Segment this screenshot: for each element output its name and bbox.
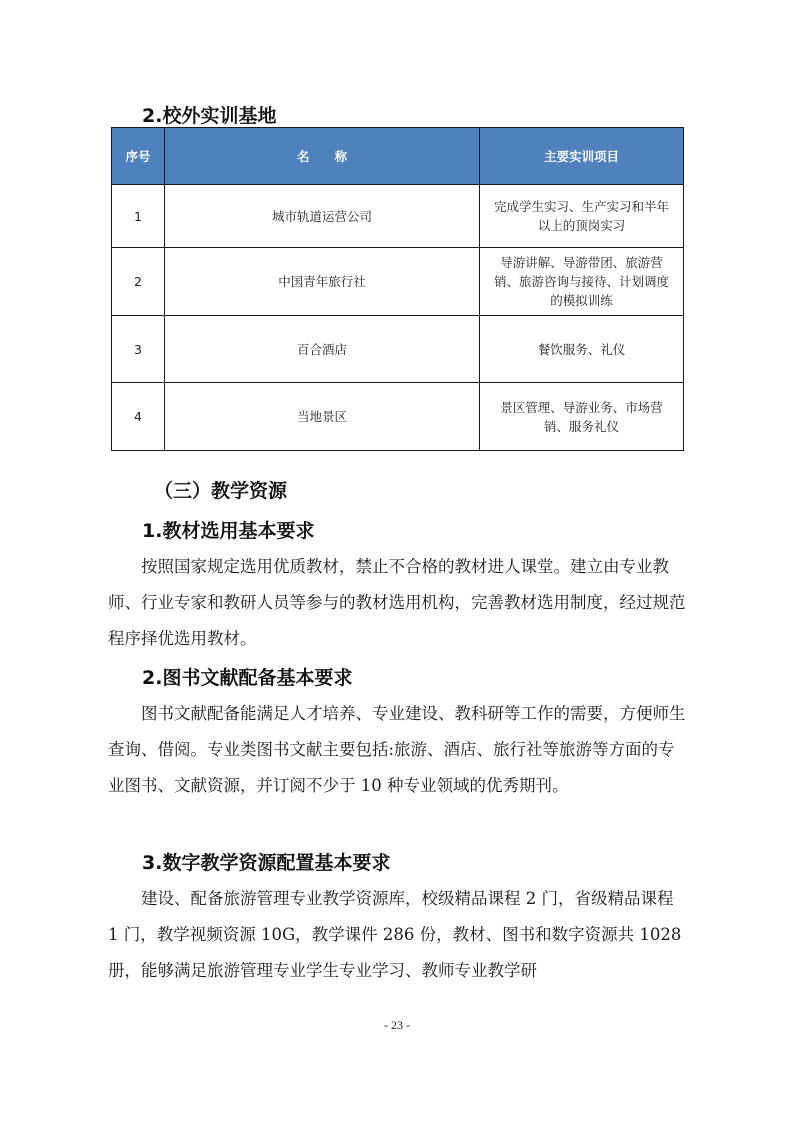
- table-row: [112, 248, 684, 316]
- cell-no: 2: [112, 248, 165, 316]
- paragraph-library-documents: [108, 696, 688, 804]
- table-row: [112, 185, 684, 248]
- paragraph-text: 图书文献配备能满足人才培养、专业建设、教科研等工作的需要，方便师生查询、借阅。专业类图书文献主要包括:旅游、酒店、旅行社等旅游等方面的专业图书、文献资源，并订阅不少于 10 种专业领域的优秀期刊。: [108, 704, 686, 795]
- table-header-row: [112, 128, 684, 185]
- section-heading-off-campus-base: 2.校外实训基地: [142, 105, 277, 127]
- cell-no: 3: [112, 316, 165, 383]
- subheading-digital-resources: 3.数字教学资源配置基本要求: [142, 852, 391, 874]
- subheading-library-documents: 2.图书文献配备基本要求: [142, 667, 353, 689]
- subheading-textbook-selection: 1.教材选用基本要求: [142, 520, 315, 542]
- paragraph-text: 建设、配备旅游管理专业教学资源库，校级精品课程 2 门，省级精品课程 1 门，教学视频资源 10G，教学课件 286 份，教材、图书和数字资源共 1028 册，能够满足旅游管理专业学生专业学习、教师专业教学研: [108, 889, 682, 980]
- cell-name: 当地景区: [165, 383, 480, 451]
- page-number: - 23 -: [384, 1018, 410, 1032]
- cell-no: 4: [112, 383, 165, 451]
- cell-project: 导游讲解、导游带团、旅游营销、旅游咨询与接待、计划调度的模拟训练: [480, 248, 684, 316]
- column-header-no: 序号: [112, 128, 165, 185]
- cell-name: 中国青年旅行社: [165, 248, 480, 316]
- table-row: [112, 316, 684, 383]
- cell-project: 餐饮服务、礼仪: [480, 316, 684, 383]
- cell-name: 城市轨道运营公司: [165, 185, 480, 248]
- cell-name: 百合酒店: [165, 316, 480, 383]
- column-header-name: 名 称: [165, 128, 480, 185]
- column-header-project: 主要实训项目: [480, 128, 684, 185]
- paragraph-textbook-selection: [108, 549, 688, 657]
- paragraph-digital-resources: [108, 881, 688, 989]
- section-heading-teaching-resources: （三）教学资源: [154, 480, 288, 502]
- off-campus-base-table: [111, 127, 684, 451]
- cell-project: 完成学生实习、生产实习和半年以上的顶岗实习: [480, 185, 684, 248]
- cell-no: 1: [112, 185, 165, 248]
- table-row: [112, 383, 684, 451]
- cell-project: 景区管理、导游业务、市场营销、服务礼仪: [480, 383, 684, 451]
- paragraph-text: 按照国家规定选用优质教材，禁止不合格的教材进人课堂。建立由专业教师、行业专家和教研人员等参与的教材选用机构，完善教材选用制度，经过规范程序择优选用教材。: [108, 557, 686, 648]
